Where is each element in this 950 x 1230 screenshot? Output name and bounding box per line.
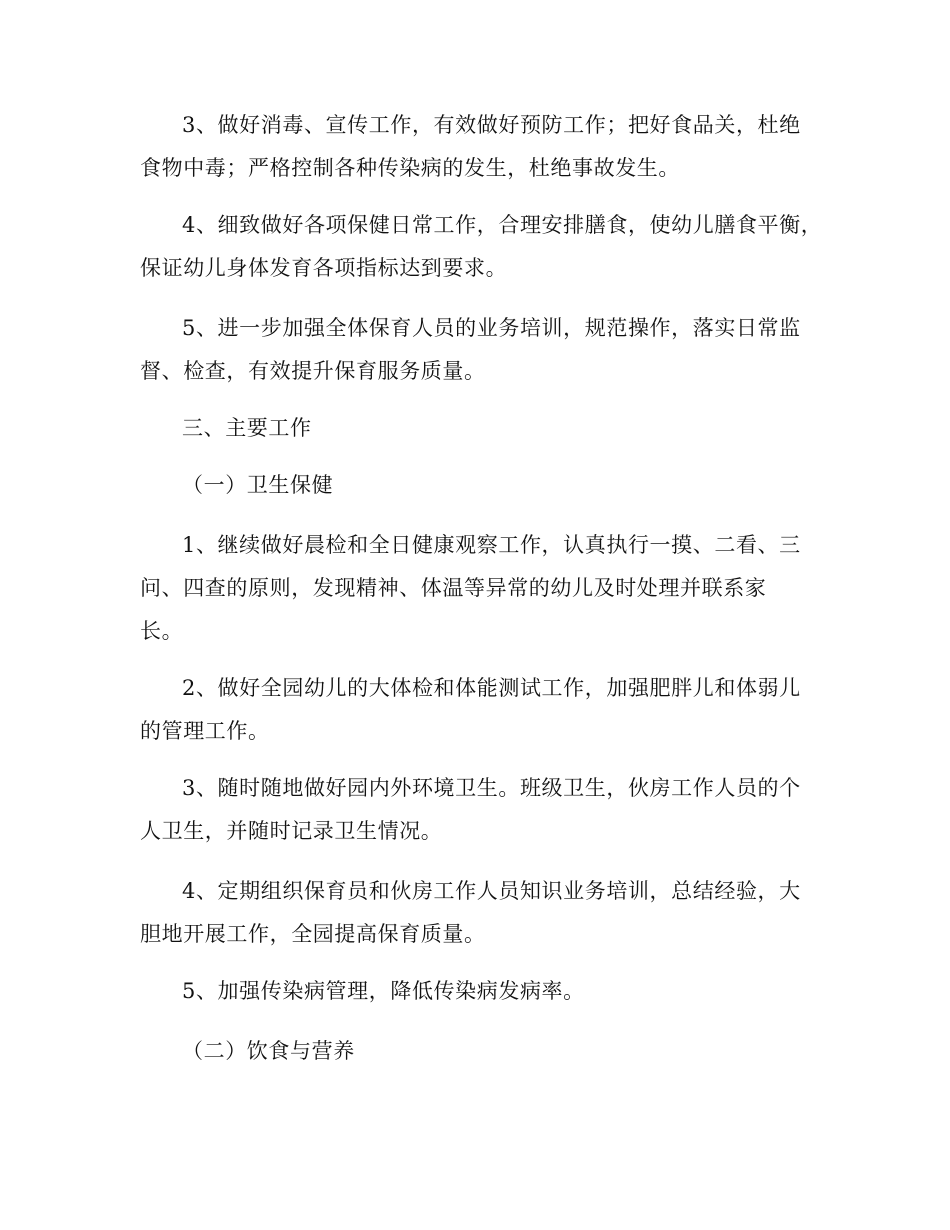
paragraph-line: 人卫生，并随时记录卫生情况。 — [140, 819, 443, 843]
paragraph-line: 督、检查，有效提升保育服务质量。 — [140, 359, 486, 383]
paragraph-line: 4、定期组织保育员和伙房工作人员知识业务培训，总结经验，大 — [182, 879, 801, 903]
subsection-heading: （二）饮食与营养 — [182, 1039, 355, 1063]
paragraph-line: 3、随时随地做好园内外环境卫生。班级卫生，伙房工作人员的个 — [182, 776, 801, 800]
paragraph-line: 4、细致做好各项保健日常工作，合理安排膳食，使幼儿膳食平衡， — [182, 213, 823, 237]
paragraph-line: 1、继续做好晨检和全日健康观察工作，认真执行一摸、二看、三 — [182, 533, 801, 557]
paragraph-line: 2、做好全园幼儿的大体检和体能测试工作，加强肥胖儿和体弱儿 — [182, 676, 801, 700]
paragraph-line: 长。 — [140, 619, 184, 643]
paragraph-line: 胆地开展工作，全园提高保育质量。 — [140, 922, 486, 946]
section-heading: 三、主要工作 — [182, 416, 312, 440]
paragraph-line: 的管理工作。 — [140, 719, 270, 743]
paragraph-line: 5、进一步加强全体保育人员的业务培训，规范操作，落实日常监 — [182, 316, 801, 340]
paragraph-line: 3、做好消毒、宣传工作，有效做好预防工作；把好食品关，杜绝 — [182, 113, 801, 137]
subsection-heading: （一）卫生保健 — [182, 473, 334, 497]
paragraph-line: 食物中毒；严格控制各种传染病的发生，杜绝事故发生。 — [140, 156, 680, 180]
paragraph-line: 保证幼儿身体发育各项指标达到要求。 — [140, 256, 508, 280]
paragraph-line: 5、加强传染病管理，降低传染病发病率。 — [182, 979, 585, 1003]
paragraph-line: 问、四查的原则，发现精神、体温等异常的幼儿及时处理并联系家 — [140, 576, 767, 600]
